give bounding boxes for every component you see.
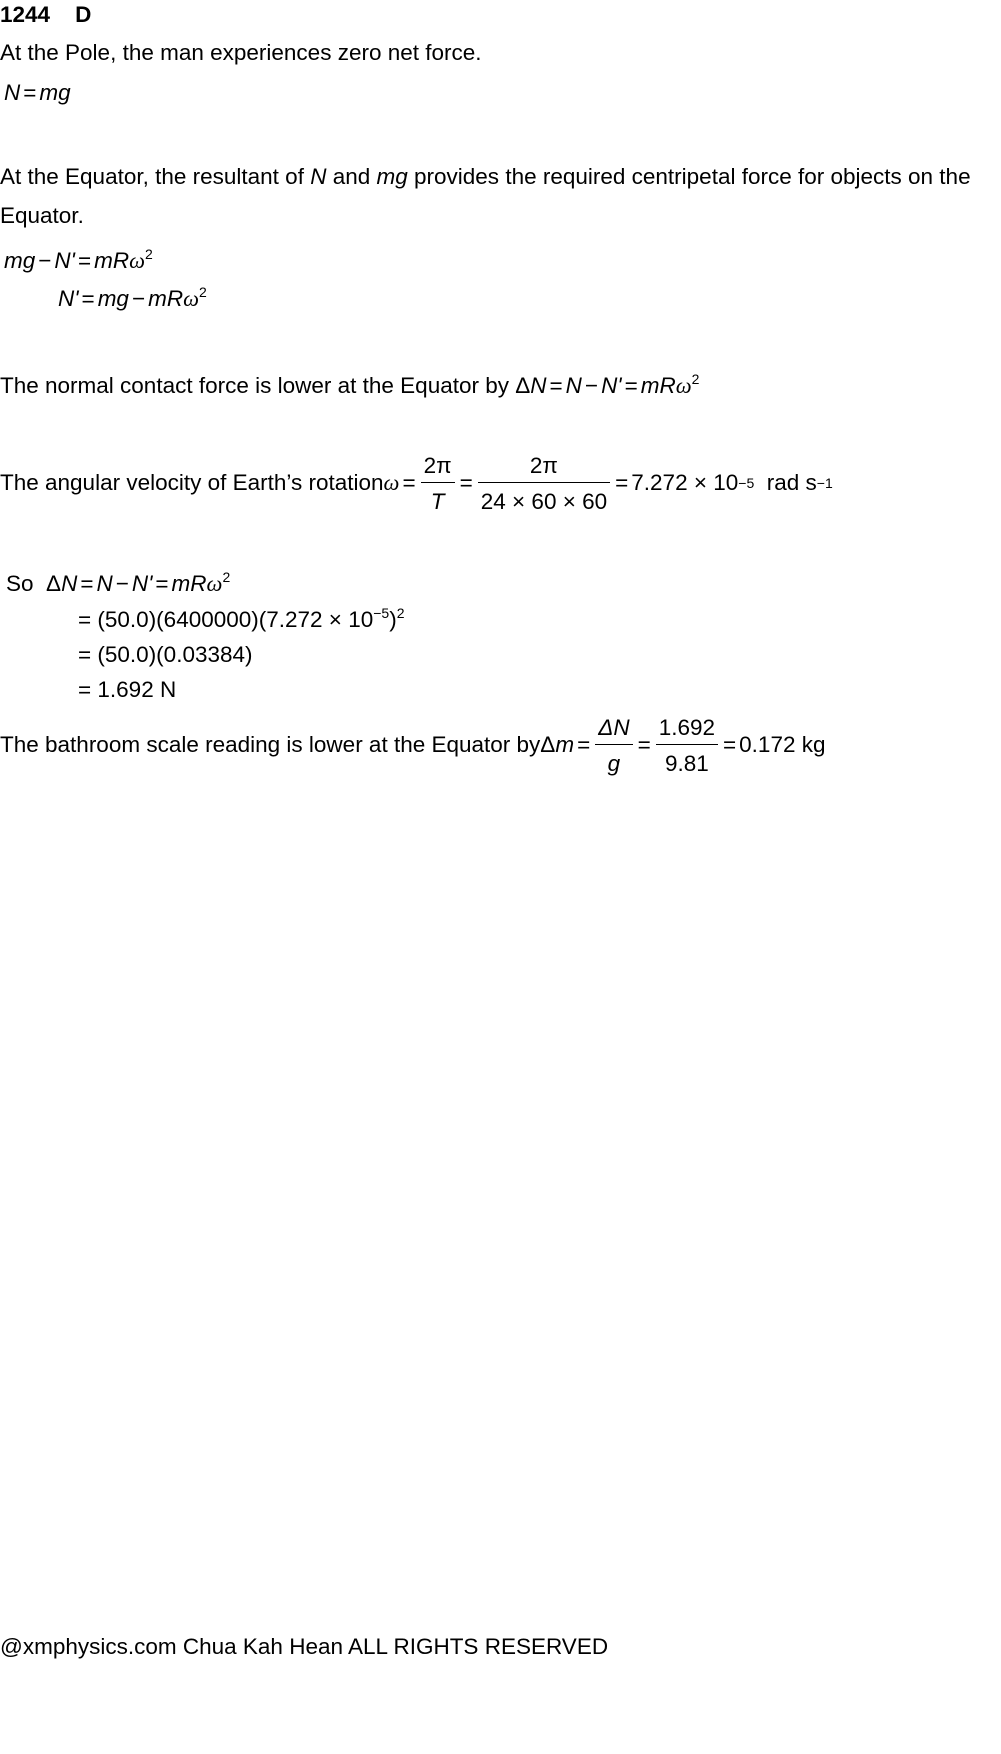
pole-statement: At the Pole, the man experiences zero net force.: [0, 40, 482, 65]
question-header: [0, 4, 91, 27]
equator-equation-2: N' = mg − mRω$^2$: [58, 284, 207, 311]
calc-line-1: So ΔN = N − N' = mRω$^2$: [6, 569, 231, 596]
omega-fraction-2: $\frac{2\pi}{24 \times 60 \times 60}$: [478, 452, 610, 515]
angular-velocity-statement: The angular velocity of Earth’s rotation ω = $\frac{2\pi}{T}$ = $\frac{2\pi}{24 \times 60 \times 60}$ = 7.272 × 10 −5 rad s −1: [0, 452, 833, 514]
calc-line-3: = (50.0)(0.03384): [78, 642, 253, 667]
pole-equation: N = mg: [4, 80, 71, 105]
copyright-footer: @xmphysics.com Chua Kah Hean ALL RIGHTS RESERVED: [0, 1634, 609, 1659]
equator-statement: At the Equator, the resultant of N and mg provides the required centripetal force for objects on the: [0, 164, 971, 189]
omega-fraction-1: $\frac{2\pi}{T}$: [421, 452, 455, 515]
scale-fraction-1: $\frac{\Delta N}{g}$: [595, 714, 632, 777]
question-number: 1244: [0, 2, 51, 27]
scale-fraction-2: $\frac{1.692}{9.81}$: [656, 714, 718, 777]
calc-line-2: = $(50.0)(6400000)(7.272 \times 10^{-5})^2$: [78, 605, 405, 632]
scale-statement: The bathroom scale reading is lower at the Equator by Δ m = $\frac{\Delta N}{g}$ = $\frac{1.692}{9.81}$ = 0.172 kg: [0, 714, 826, 776]
calc-line-4: = 1.692 N: [78, 677, 177, 702]
equator-equation-1: mg − N' = mRω$^2$: [4, 246, 153, 273]
normal-force-statement: The normal contact force is lower at the Equator by ΔN = N − N' = mRω$^2$: [0, 371, 700, 398]
answer-letter: D: [75, 2, 92, 27]
equator-statement-line2: Equator.: [0, 203, 84, 228]
